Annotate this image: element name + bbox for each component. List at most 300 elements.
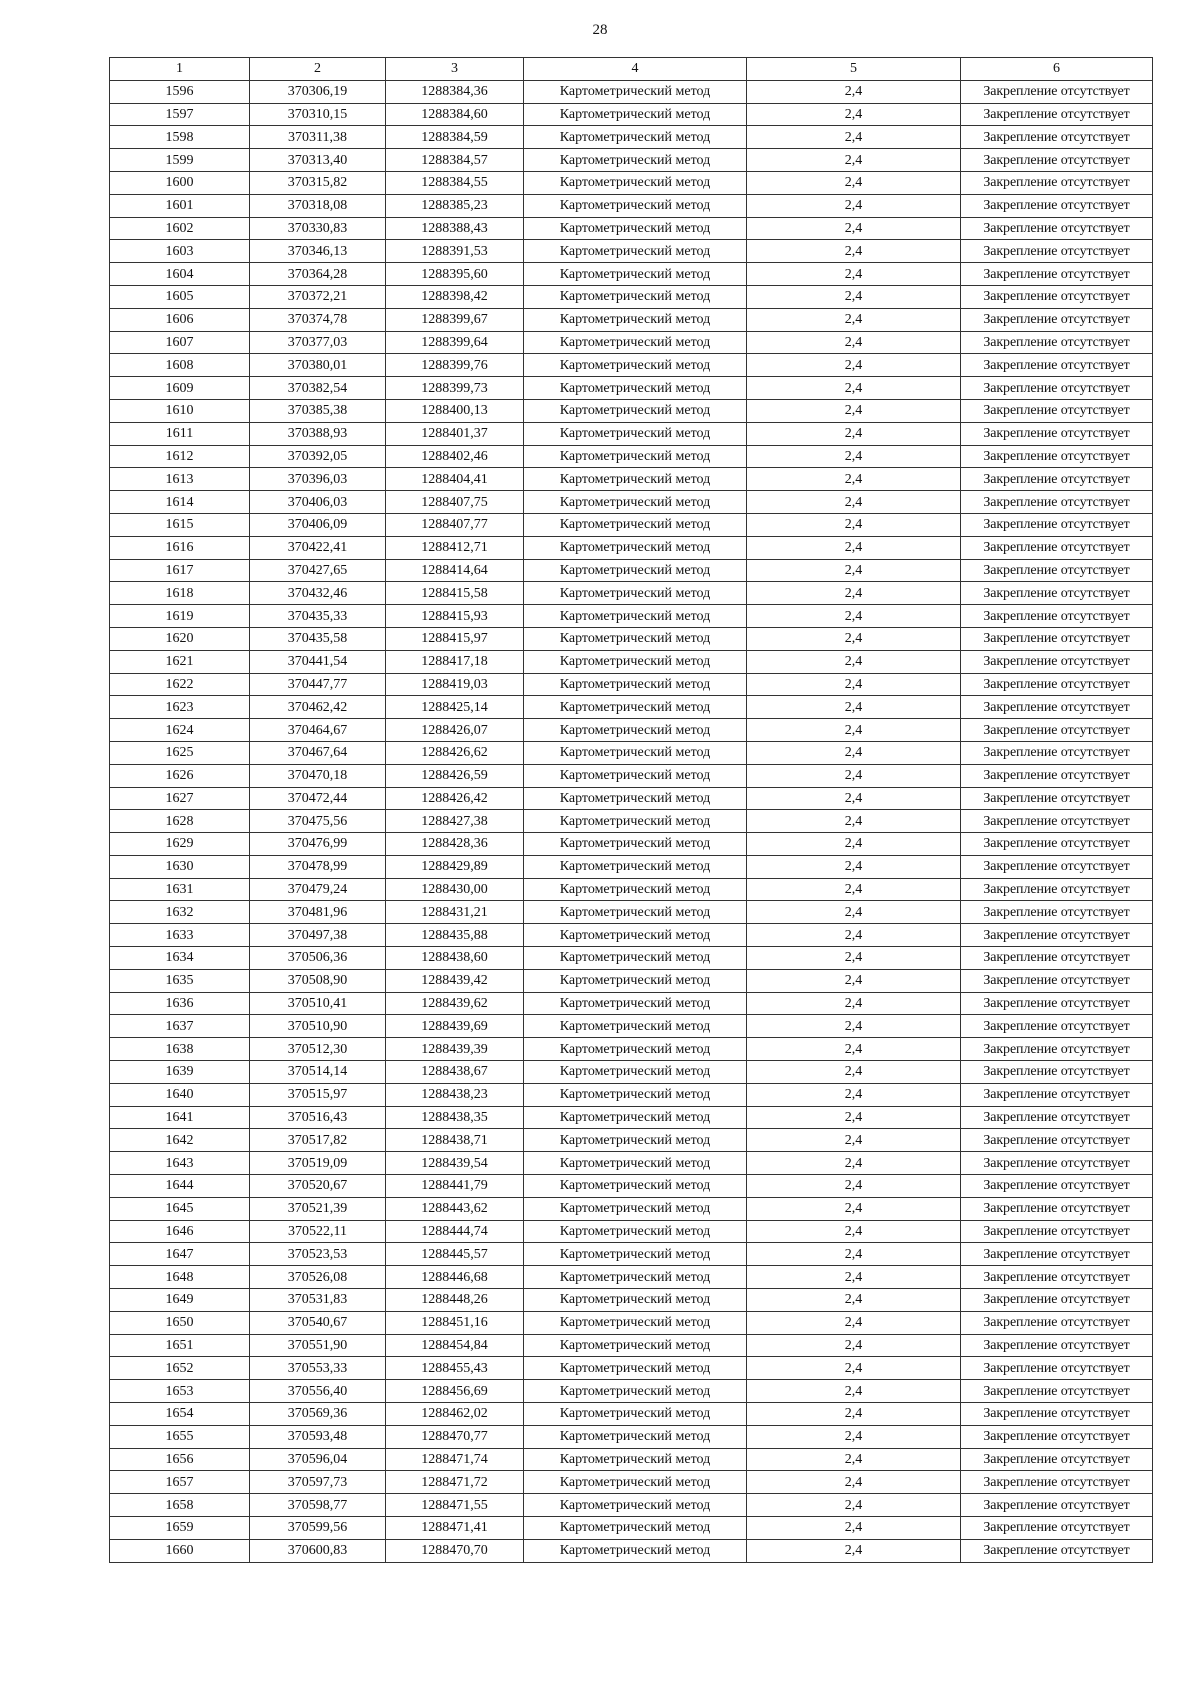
method-cell: Картометрический метод <box>524 536 747 559</box>
accuracy-cell: 2,4 <box>747 445 961 468</box>
y-coordinate-cell: 1288388,43 <box>386 217 524 240</box>
x-coordinate-cell: 370521,39 <box>250 1197 386 1220</box>
point-number-cell: 1651 <box>110 1334 250 1357</box>
accuracy-cell: 2,4 <box>747 103 961 126</box>
table-row <box>110 308 1153 331</box>
y-coordinate-cell: 1288439,54 <box>386 1152 524 1175</box>
fixing-description-cell: Закрепление отсутствует <box>961 377 1153 400</box>
x-coordinate-cell: 370330,83 <box>250 217 386 240</box>
method-cell: Картометрический метод <box>524 947 747 970</box>
point-number-cell: 1597 <box>110 103 250 126</box>
table-row <box>110 217 1153 240</box>
table-row <box>110 331 1153 354</box>
y-coordinate-cell: 1288438,67 <box>386 1061 524 1084</box>
point-number-cell: 1604 <box>110 263 250 286</box>
x-coordinate-cell: 370318,08 <box>250 194 386 217</box>
fixing-description-cell: Закрепление отсутствует <box>961 1448 1153 1471</box>
point-number-cell: 1598 <box>110 126 250 149</box>
table-row <box>110 878 1153 901</box>
y-coordinate-cell: 1288427,38 <box>386 810 524 833</box>
fixing-description-cell: Закрепление отсутствует <box>961 1129 1153 1152</box>
point-number-cell: 1609 <box>110 377 250 400</box>
method-cell: Картометрический метод <box>524 855 747 878</box>
y-coordinate-cell: 1288407,77 <box>386 513 524 536</box>
accuracy-cell: 2,4 <box>747 491 961 514</box>
fixing-description-cell: Закрепление отсутствует <box>961 1311 1153 1334</box>
fixing-description-cell: Закрепление отсутствует <box>961 1038 1153 1061</box>
x-coordinate-cell: 370569,36 <box>250 1403 386 1426</box>
accuracy-cell: 2,4 <box>747 80 961 103</box>
table-row <box>110 491 1153 514</box>
y-coordinate-cell: 1288435,88 <box>386 924 524 947</box>
x-coordinate-cell: 370467,64 <box>250 741 386 764</box>
y-coordinate-cell: 1288426,62 <box>386 741 524 764</box>
table-row <box>110 582 1153 605</box>
accuracy-cell: 2,4 <box>747 240 961 263</box>
y-coordinate-cell: 1288399,73 <box>386 377 524 400</box>
table-row <box>110 810 1153 833</box>
y-coordinate-cell: 1288438,60 <box>386 947 524 970</box>
method-cell: Картометрический метод <box>524 1517 747 1540</box>
fixing-description-cell: Закрепление отсутствует <box>961 422 1153 445</box>
table-row <box>110 1083 1153 1106</box>
point-number-cell: 1623 <box>110 696 250 719</box>
method-cell: Картометрический метод <box>524 1197 747 1220</box>
table-row <box>110 126 1153 149</box>
accuracy-cell: 2,4 <box>747 354 961 377</box>
y-coordinate-cell: 1288384,55 <box>386 171 524 194</box>
fixing-description-cell: Закрепление отсутствует <box>961 240 1153 263</box>
method-cell: Картометрический метод <box>524 263 747 286</box>
fixing-description-cell: Закрепление отсутствует <box>961 1197 1153 1220</box>
table-row <box>110 947 1153 970</box>
x-coordinate-cell: 370510,90 <box>250 1015 386 1038</box>
y-coordinate-cell: 1288415,97 <box>386 627 524 650</box>
point-number-cell: 1626 <box>110 764 250 787</box>
accuracy-cell: 2,4 <box>747 422 961 445</box>
x-coordinate-cell: 370406,03 <box>250 491 386 514</box>
table-row <box>110 1129 1153 1152</box>
y-coordinate-cell: 1288455,43 <box>386 1357 524 1380</box>
table-row <box>110 1471 1153 1494</box>
table-row <box>110 399 1153 422</box>
point-number-cell: 1625 <box>110 741 250 764</box>
accuracy-cell: 2,4 <box>747 810 961 833</box>
accuracy-cell: 2,4 <box>747 1106 961 1129</box>
method-cell: Картометрический метод <box>524 1539 747 1562</box>
x-coordinate-cell: 370472,44 <box>250 787 386 810</box>
accuracy-cell: 2,4 <box>747 1471 961 1494</box>
method-cell: Картометрический метод <box>524 810 747 833</box>
accuracy-cell: 2,4 <box>747 787 961 810</box>
point-number-cell: 1602 <box>110 217 250 240</box>
table-row <box>110 969 1153 992</box>
fixing-description-cell: Закрепление отсутствует <box>961 126 1153 149</box>
method-cell: Картометрический метод <box>524 422 747 445</box>
point-number-cell: 1649 <box>110 1289 250 1312</box>
accuracy-cell: 2,4 <box>747 1448 961 1471</box>
table-row <box>110 833 1153 856</box>
accuracy-cell: 2,4 <box>747 1175 961 1198</box>
fixing-description-cell: Закрепление отсутствует <box>961 1152 1153 1175</box>
method-cell: Картометрический метод <box>524 1425 747 1448</box>
y-coordinate-cell: 1288451,16 <box>386 1311 524 1334</box>
table-row <box>110 1311 1153 1334</box>
y-coordinate-cell: 1288471,72 <box>386 1471 524 1494</box>
x-coordinate-cell: 370481,96 <box>250 901 386 924</box>
method-cell: Картометрический метод <box>524 605 747 628</box>
table-row <box>110 1175 1153 1198</box>
y-coordinate-cell: 1288438,71 <box>386 1129 524 1152</box>
x-coordinate-cell: 370526,08 <box>250 1266 386 1289</box>
point-number-cell: 1659 <box>110 1517 250 1540</box>
fixing-description-cell: Закрепление отсутствует <box>961 969 1153 992</box>
column-header-2: 2 <box>250 58 386 81</box>
method-cell: Картометрический метод <box>524 1038 747 1061</box>
table-row <box>110 627 1153 650</box>
accuracy-cell: 2,4 <box>747 399 961 422</box>
table-row <box>110 787 1153 810</box>
method-cell: Картометрический метод <box>524 491 747 514</box>
x-coordinate-cell: 370464,67 <box>250 719 386 742</box>
accuracy-cell: 2,4 <box>747 1334 961 1357</box>
method-cell: Картометрический метод <box>524 1152 747 1175</box>
point-number-cell: 1647 <box>110 1243 250 1266</box>
point-number-cell: 1660 <box>110 1539 250 1562</box>
point-number-cell: 1633 <box>110 924 250 947</box>
point-number-cell: 1607 <box>110 331 250 354</box>
point-number-cell: 1657 <box>110 1471 250 1494</box>
accuracy-cell: 2,4 <box>747 149 961 172</box>
y-coordinate-cell: 1288446,68 <box>386 1266 524 1289</box>
point-number-cell: 1656 <box>110 1448 250 1471</box>
method-cell: Картометрический метод <box>524 719 747 742</box>
fixing-description-cell: Закрепление отсутствует <box>961 536 1153 559</box>
y-coordinate-cell: 1288415,93 <box>386 605 524 628</box>
method-cell: Картометрический метод <box>524 1220 747 1243</box>
fixing-description-cell: Закрепление отсутствует <box>961 80 1153 103</box>
point-number-cell: 1600 <box>110 171 250 194</box>
table-row <box>110 1038 1153 1061</box>
y-coordinate-cell: 1288419,03 <box>386 673 524 696</box>
fixing-description-cell: Закрепление отсутствует <box>961 696 1153 719</box>
y-coordinate-cell: 1288399,76 <box>386 354 524 377</box>
accuracy-cell: 2,4 <box>747 1289 961 1312</box>
point-number-cell: 1614 <box>110 491 250 514</box>
x-coordinate-cell: 370523,53 <box>250 1243 386 1266</box>
table-row <box>110 1061 1153 1084</box>
table-row <box>110 764 1153 787</box>
method-cell: Картометрический метод <box>524 513 747 536</box>
fixing-description-cell: Закрепление отсутствует <box>961 559 1153 582</box>
accuracy-cell: 2,4 <box>747 582 961 605</box>
x-coordinate-cell: 370599,56 <box>250 1517 386 1540</box>
x-coordinate-cell: 370388,93 <box>250 422 386 445</box>
point-number-cell: 1654 <box>110 1403 250 1426</box>
accuracy-cell: 2,4 <box>747 1243 961 1266</box>
fixing-description-cell: Закрепление отсутствует <box>961 764 1153 787</box>
table-row <box>110 240 1153 263</box>
point-number-cell: 1631 <box>110 878 250 901</box>
accuracy-cell: 2,4 <box>747 377 961 400</box>
point-number-cell: 1642 <box>110 1129 250 1152</box>
accuracy-cell: 2,4 <box>747 764 961 787</box>
x-coordinate-cell: 370422,41 <box>250 536 386 559</box>
accuracy-cell: 2,4 <box>747 719 961 742</box>
point-number-cell: 1612 <box>110 445 250 468</box>
method-cell: Картометрический метод <box>524 878 747 901</box>
y-coordinate-cell: 1288425,14 <box>386 696 524 719</box>
x-coordinate-cell: 370427,65 <box>250 559 386 582</box>
method-cell: Картометрический метод <box>524 240 747 263</box>
table-row <box>110 1106 1153 1129</box>
y-coordinate-cell: 1288400,13 <box>386 399 524 422</box>
y-coordinate-cell: 1288407,75 <box>386 491 524 514</box>
accuracy-cell: 2,4 <box>747 1129 961 1152</box>
column-header-3: 3 <box>386 58 524 81</box>
table-body <box>110 80 1153 1562</box>
x-coordinate-cell: 370310,15 <box>250 103 386 126</box>
coordinates-table <box>109 57 1153 1563</box>
method-cell: Картометрический метод <box>524 1289 747 1312</box>
y-coordinate-cell: 1288456,69 <box>386 1380 524 1403</box>
method-cell: Картометрический метод <box>524 285 747 308</box>
y-coordinate-cell: 1288430,00 <box>386 878 524 901</box>
accuracy-cell: 2,4 <box>747 627 961 650</box>
fixing-description-cell: Закрепление отсутствует <box>961 855 1153 878</box>
fixing-description-cell: Закрепление отсутствует <box>961 878 1153 901</box>
fixing-description-cell: Закрепление отсутствует <box>961 308 1153 331</box>
table-row <box>110 103 1153 126</box>
x-coordinate-cell: 370435,33 <box>250 605 386 628</box>
fixing-description-cell: Закрепление отсутствует <box>961 1061 1153 1084</box>
y-coordinate-cell: 1288445,57 <box>386 1243 524 1266</box>
fixing-description-cell: Закрепление отсутствует <box>961 673 1153 696</box>
x-coordinate-cell: 370556,40 <box>250 1380 386 1403</box>
y-coordinate-cell: 1288443,62 <box>386 1197 524 1220</box>
x-coordinate-cell: 370517,82 <box>250 1129 386 1152</box>
x-coordinate-cell: 370522,11 <box>250 1220 386 1243</box>
point-number-cell: 1640 <box>110 1083 250 1106</box>
point-number-cell: 1613 <box>110 468 250 491</box>
y-coordinate-cell: 1288399,67 <box>386 308 524 331</box>
x-coordinate-cell: 370306,19 <box>250 80 386 103</box>
table-row <box>110 377 1153 400</box>
x-coordinate-cell: 370478,99 <box>250 855 386 878</box>
method-cell: Картометрический метод <box>524 1015 747 1038</box>
method-cell: Картометрический метод <box>524 399 747 422</box>
y-coordinate-cell: 1288448,26 <box>386 1289 524 1312</box>
x-coordinate-cell: 370382,54 <box>250 377 386 400</box>
method-cell: Картометрический метод <box>524 1334 747 1357</box>
y-coordinate-cell: 1288471,55 <box>386 1494 524 1517</box>
x-coordinate-cell: 370396,03 <box>250 468 386 491</box>
method-cell: Картометрический метод <box>524 149 747 172</box>
fixing-description-cell: Закрепление отсутствует <box>961 833 1153 856</box>
fixing-description-cell: Закрепление отсутствует <box>961 1220 1153 1243</box>
accuracy-cell: 2,4 <box>747 263 961 286</box>
x-coordinate-cell: 370462,42 <box>250 696 386 719</box>
point-number-cell: 1601 <box>110 194 250 217</box>
accuracy-cell: 2,4 <box>747 1197 961 1220</box>
y-coordinate-cell: 1288439,39 <box>386 1038 524 1061</box>
method-cell: Картометрический метод <box>524 627 747 650</box>
point-number-cell: 1627 <box>110 787 250 810</box>
point-number-cell: 1599 <box>110 149 250 172</box>
accuracy-cell: 2,4 <box>747 833 961 856</box>
y-coordinate-cell: 1288395,60 <box>386 263 524 286</box>
fixing-description-cell: Закрепление отсутствует <box>961 719 1153 742</box>
fixing-description-cell: Закрепление отсутствует <box>961 1403 1153 1426</box>
point-number-cell: 1652 <box>110 1357 250 1380</box>
table-row <box>110 536 1153 559</box>
point-number-cell: 1650 <box>110 1311 250 1334</box>
page-number: 28 <box>592 22 608 38</box>
accuracy-cell: 2,4 <box>747 855 961 878</box>
method-cell: Картометрический метод <box>524 217 747 240</box>
fixing-description-cell: Закрепление отсутствует <box>961 1243 1153 1266</box>
header-row <box>110 58 1153 81</box>
x-coordinate-cell: 370392,05 <box>250 445 386 468</box>
point-number-cell: 1643 <box>110 1152 250 1175</box>
x-coordinate-cell: 370515,97 <box>250 1083 386 1106</box>
x-coordinate-cell: 370406,09 <box>250 513 386 536</box>
method-cell: Картометрический метод <box>524 833 747 856</box>
table-row <box>110 1197 1153 1220</box>
point-number-cell: 1632 <box>110 901 250 924</box>
point-number-cell: 1620 <box>110 627 250 650</box>
column-header-6: 6 <box>961 58 1153 81</box>
fixing-description-cell: Закрепление отсутствует <box>961 1517 1153 1540</box>
fixing-description-cell: Закрепление отсутствует <box>961 650 1153 673</box>
point-number-cell: 1621 <box>110 650 250 673</box>
x-coordinate-cell: 370600,83 <box>250 1539 386 1562</box>
accuracy-cell: 2,4 <box>747 536 961 559</box>
fixing-description-cell: Закрепление отсутствует <box>961 354 1153 377</box>
y-coordinate-cell: 1288384,57 <box>386 149 524 172</box>
table-row <box>110 513 1153 536</box>
point-number-cell: 1637 <box>110 1015 250 1038</box>
table-row <box>110 673 1153 696</box>
method-cell: Картометрический метод <box>524 331 747 354</box>
x-coordinate-cell: 370540,67 <box>250 1311 386 1334</box>
fixing-description-cell: Закрепление отсутствует <box>961 399 1153 422</box>
y-coordinate-cell: 1288385,23 <box>386 194 524 217</box>
accuracy-cell: 2,4 <box>747 1220 961 1243</box>
table-row <box>110 924 1153 947</box>
y-coordinate-cell: 1288402,46 <box>386 445 524 468</box>
x-coordinate-cell: 370520,67 <box>250 1175 386 1198</box>
fixing-description-cell: Закрепление отсутствует <box>961 171 1153 194</box>
y-coordinate-cell: 1288384,60 <box>386 103 524 126</box>
point-number-cell: 1629 <box>110 833 250 856</box>
method-cell: Картометрический метод <box>524 1175 747 1198</box>
table-row <box>110 263 1153 286</box>
table-row <box>110 194 1153 217</box>
table-row <box>110 696 1153 719</box>
y-coordinate-cell: 1288384,36 <box>386 80 524 103</box>
method-cell: Картометрический метод <box>524 582 747 605</box>
point-number-cell: 1624 <box>110 719 250 742</box>
point-number-cell: 1608 <box>110 354 250 377</box>
method-cell: Картометрический метод <box>524 787 747 810</box>
x-coordinate-cell: 370596,04 <box>250 1448 386 1471</box>
y-coordinate-cell: 1288431,21 <box>386 901 524 924</box>
point-number-cell: 1610 <box>110 399 250 422</box>
y-coordinate-cell: 1288428,36 <box>386 833 524 856</box>
column-header-1: 1 <box>110 58 250 81</box>
method-cell: Картометрический метод <box>524 1266 747 1289</box>
fixing-description-cell: Закрепление отсутствует <box>961 582 1153 605</box>
point-number-cell: 1644 <box>110 1175 250 1198</box>
y-coordinate-cell: 1288462,02 <box>386 1403 524 1426</box>
fixing-description-cell: Закрепление отсутствует <box>961 1494 1153 1517</box>
method-cell: Картометрический метод <box>524 126 747 149</box>
table-row <box>110 422 1153 445</box>
fixing-description-cell: Закрепление отсутствует <box>961 924 1153 947</box>
method-cell: Картометрический метод <box>524 1494 747 1517</box>
fixing-description-cell: Закрепление отсутствует <box>961 217 1153 240</box>
fixing-description-cell: Закрепление отсутствует <box>961 741 1153 764</box>
point-number-cell: 1619 <box>110 605 250 628</box>
method-cell: Картометрический метод <box>524 354 747 377</box>
accuracy-cell: 2,4 <box>747 1425 961 1448</box>
method-cell: Картометрический метод <box>524 1129 747 1152</box>
table-row <box>110 171 1153 194</box>
point-number-cell: 1636 <box>110 992 250 1015</box>
x-coordinate-cell: 370315,82 <box>250 171 386 194</box>
method-cell: Картометрический метод <box>524 1357 747 1380</box>
accuracy-cell: 2,4 <box>747 1311 961 1334</box>
method-cell: Картометрический метод <box>524 1311 747 1334</box>
accuracy-cell: 2,4 <box>747 650 961 673</box>
column-header-4: 4 <box>524 58 747 81</box>
method-cell: Картометрический метод <box>524 901 747 924</box>
x-coordinate-cell: 370475,56 <box>250 810 386 833</box>
accuracy-cell: 2,4 <box>747 901 961 924</box>
fixing-description-cell: Закрепление отсутствует <box>961 263 1153 286</box>
x-coordinate-cell: 370479,24 <box>250 878 386 901</box>
point-number-cell: 1603 <box>110 240 250 263</box>
method-cell: Картометрический метод <box>524 559 747 582</box>
table-row <box>110 1494 1153 1517</box>
point-number-cell: 1658 <box>110 1494 250 1517</box>
table-row <box>110 559 1153 582</box>
x-coordinate-cell: 370598,77 <box>250 1494 386 1517</box>
method-cell: Картометрический метод <box>524 103 747 126</box>
x-coordinate-cell: 370551,90 <box>250 1334 386 1357</box>
x-coordinate-cell: 370385,38 <box>250 399 386 422</box>
fixing-description-cell: Закрепление отсутствует <box>961 787 1153 810</box>
method-cell: Картометрический метод <box>524 194 747 217</box>
table-row <box>110 1334 1153 1357</box>
x-coordinate-cell: 370597,73 <box>250 1471 386 1494</box>
accuracy-cell: 2,4 <box>747 1517 961 1540</box>
x-coordinate-cell: 370510,41 <box>250 992 386 1015</box>
method-cell: Картометрический метод <box>524 1083 747 1106</box>
method-cell: Картометрический метод <box>524 1403 747 1426</box>
method-cell: Картометрический метод <box>524 80 747 103</box>
y-coordinate-cell: 1288470,77 <box>386 1425 524 1448</box>
point-number-cell: 1611 <box>110 422 250 445</box>
x-coordinate-cell: 370374,78 <box>250 308 386 331</box>
y-coordinate-cell: 1288429,89 <box>386 855 524 878</box>
point-number-cell: 1639 <box>110 1061 250 1084</box>
fixing-description-cell: Закрепление отсутствует <box>961 513 1153 536</box>
y-coordinate-cell: 1288444,74 <box>386 1220 524 1243</box>
accuracy-cell: 2,4 <box>747 1380 961 1403</box>
method-cell: Картометрический метод <box>524 992 747 1015</box>
